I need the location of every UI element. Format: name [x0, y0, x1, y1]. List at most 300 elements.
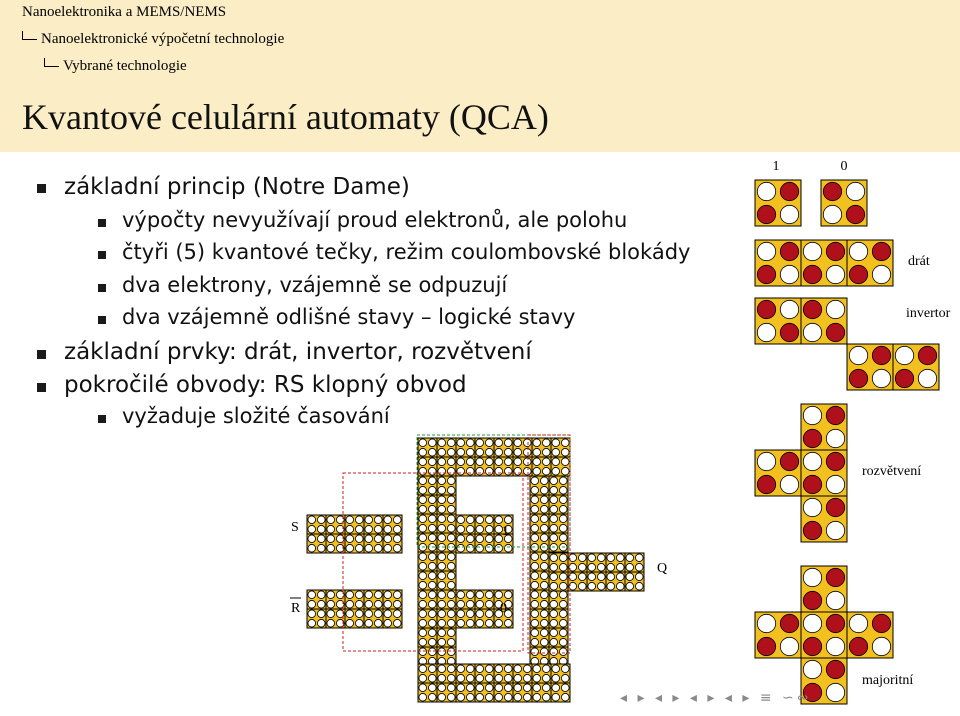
qca-cell — [530, 552, 549, 571]
quantum-dot — [457, 591, 465, 599]
quantum-dot — [523, 684, 531, 692]
quantum-dot — [428, 591, 436, 599]
quantum-dot — [533, 693, 541, 701]
quantum-dot — [419, 591, 427, 599]
quantum-dot — [428, 648, 436, 656]
quantum-dot — [531, 515, 539, 523]
quantum-dot — [466, 516, 474, 524]
electron-dot — [780, 182, 798, 200]
qca-cell — [513, 664, 532, 683]
quantum-dot — [346, 525, 354, 533]
quantum-dot — [559, 563, 567, 571]
qca-cells — [307, 180, 939, 704]
quantum-dot — [428, 572, 436, 580]
quantum-dot — [616, 573, 624, 581]
qca-cell — [418, 495, 437, 514]
qca-cell — [383, 515, 402, 534]
quantum-dot — [540, 515, 548, 523]
quantum-dot — [466, 674, 474, 682]
label-one: 1 — [772, 159, 780, 174]
quantum-dot — [597, 554, 605, 562]
quantum-dot — [552, 684, 560, 692]
qca-cell — [530, 514, 549, 533]
quantum-dot — [485, 665, 493, 673]
electron-dot — [826, 323, 844, 341]
qca-cell — [326, 515, 345, 534]
quantum-dot — [346, 516, 354, 524]
quantum-dot — [438, 486, 446, 494]
quantum-dot — [466, 535, 474, 543]
quantum-dot — [495, 619, 503, 627]
quantum-dot — [466, 448, 474, 456]
quantum-dot — [447, 448, 455, 456]
quantum-dot — [457, 665, 465, 673]
quantum-dot — [384, 619, 392, 627]
quantum-dot — [327, 610, 335, 618]
quantum-dot — [447, 553, 455, 561]
electron-dot — [803, 591, 821, 609]
quantum-dot — [803, 498, 821, 516]
quantum-dot — [317, 516, 325, 524]
quantum-dot — [523, 693, 531, 701]
quantum-dot — [447, 467, 455, 475]
qca-cell — [437, 495, 456, 514]
qca-cell — [549, 476, 568, 495]
quantum-dot — [438, 619, 446, 627]
qca-cell — [456, 609, 475, 628]
qca-cell — [437, 476, 456, 495]
quantum-dot — [616, 563, 624, 571]
qca-cell — [755, 180, 801, 226]
quantum-dot — [476, 665, 484, 673]
quantum-dot — [531, 629, 539, 637]
quantum-dot — [374, 610, 382, 618]
quantum-dot — [495, 458, 503, 466]
quantum-dot — [447, 674, 455, 682]
quantum-dot — [550, 582, 558, 590]
quantum-dot — [419, 486, 427, 494]
electron-dot — [803, 300, 821, 318]
quantum-dot — [447, 477, 455, 485]
quantum-dot — [438, 467, 446, 475]
electron-dot — [803, 429, 821, 447]
qca-cell — [475, 438, 494, 457]
quantum-dot — [504, 665, 512, 673]
quantum-dot — [438, 515, 446, 523]
qca-cell — [530, 609, 549, 628]
qca-cell — [801, 496, 847, 542]
quantum-dot — [635, 563, 643, 571]
quantum-dot — [419, 467, 427, 475]
qca-cell — [532, 438, 551, 457]
quantum-dot — [438, 629, 446, 637]
qca-cell — [364, 590, 383, 609]
quantum-dot — [495, 693, 503, 701]
label-wire: drát — [908, 254, 930, 269]
quantum-dot — [447, 458, 455, 466]
quantum-dot — [457, 467, 465, 475]
qca-cell — [549, 609, 568, 628]
quantum-dot — [447, 684, 455, 692]
bullet-item: vyžaduje složité časování — [122, 404, 390, 428]
quantum-dot — [504, 693, 512, 701]
quantum-dot — [559, 554, 567, 562]
qca-cell — [755, 612, 801, 658]
quantum-dot — [447, 619, 455, 627]
quantum-dot — [447, 486, 455, 494]
quantum-dot — [485, 439, 493, 447]
quantum-dot — [514, 693, 522, 701]
quantum-dot — [428, 610, 436, 618]
quantum-dot — [550, 619, 558, 627]
quantum-dot — [438, 553, 446, 561]
quantum-dot — [597, 582, 605, 590]
electron-dot — [780, 242, 798, 260]
label-inverter: invertor — [906, 306, 951, 321]
qca-cell — [549, 572, 568, 591]
quantum-dot — [552, 439, 560, 447]
quantum-dot — [588, 582, 596, 590]
qca-cell — [418, 609, 437, 628]
electron-dot — [780, 614, 798, 632]
quantum-dot — [308, 525, 316, 533]
qca-cell — [475, 515, 494, 534]
quantum-dot — [317, 544, 325, 552]
quantum-dot — [826, 475, 844, 493]
quantum-dot — [514, 458, 522, 466]
quantum-dot — [317, 600, 325, 608]
quantum-dot — [346, 619, 354, 627]
quantum-dot — [327, 591, 335, 599]
slide-title: Kvantové celulární automaty (QCA) — [22, 97, 549, 137]
quantum-dot — [393, 516, 401, 524]
electron-dot — [757, 300, 775, 318]
qca-cell — [530, 647, 549, 666]
quantum-dot — [607, 573, 615, 581]
quantum-dot — [308, 591, 316, 599]
qca-cell — [568, 553, 587, 572]
quantum-dot — [540, 524, 548, 532]
quantum-dot — [476, 600, 484, 608]
quantum-dot — [826, 429, 844, 447]
qca-cell — [801, 298, 847, 344]
electron-dot — [826, 568, 844, 586]
quantum-dot — [780, 300, 798, 318]
quantum-dot — [428, 562, 436, 570]
electron-dot — [895, 369, 913, 387]
quantum-dot — [757, 452, 775, 470]
qca-cell — [364, 534, 383, 553]
quantum-dot — [428, 638, 436, 646]
quantum-dot — [438, 505, 446, 513]
quantum-dot — [384, 600, 392, 608]
quantum-dot — [466, 544, 474, 552]
quantum-dot — [419, 619, 427, 627]
quantum-dot — [626, 554, 634, 562]
quantum-dot — [523, 439, 531, 447]
quantum-dot — [466, 665, 474, 673]
quantum-dot — [531, 610, 539, 618]
qca-cell — [345, 609, 364, 628]
qca-cell — [475, 664, 494, 683]
quantum-dot — [485, 448, 493, 456]
quantum-dot — [447, 581, 455, 589]
quantum-dot — [504, 674, 512, 682]
quantum-dot — [552, 693, 560, 701]
bullet-item: základní princip (Notre Dame) — [64, 174, 410, 200]
electron-dot — [872, 242, 890, 260]
quantum-dot — [428, 693, 436, 701]
quantum-dot — [457, 600, 465, 608]
quantum-dot — [384, 535, 392, 543]
quantum-dot — [826, 637, 844, 655]
quantum-dot — [428, 467, 436, 475]
quantum-dot — [327, 544, 335, 552]
quantum-dot — [457, 544, 465, 552]
quantum-dot — [514, 684, 522, 692]
quantum-dot — [466, 619, 474, 627]
qca-cell — [437, 664, 456, 683]
quantum-dot — [823, 205, 841, 223]
quantum-dot — [447, 505, 455, 513]
qca-cell — [551, 664, 570, 683]
qca-cell — [437, 514, 456, 533]
quantum-dot — [419, 477, 427, 485]
quantum-dot — [428, 665, 436, 673]
quantum-dot — [447, 572, 455, 580]
quantum-dot — [552, 467, 560, 475]
quantum-dot — [561, 665, 569, 673]
quantum-dot — [419, 581, 427, 589]
quantum-dot — [476, 610, 484, 618]
quantum-dot — [419, 693, 427, 701]
quantum-dot — [872, 637, 890, 655]
electron-dot — [757, 265, 775, 283]
qca-cell — [530, 533, 549, 552]
qca-cell — [801, 450, 847, 496]
quantum-dot — [365, 591, 373, 599]
quantum-dot — [504, 619, 512, 627]
quantum-dot — [540, 562, 548, 570]
quantum-dot — [504, 467, 512, 475]
quantum-dot — [780, 205, 798, 223]
label-r: R — [291, 601, 301, 616]
quantum-dot — [540, 648, 548, 656]
quantum-dot — [476, 591, 484, 599]
quantum-dot — [552, 674, 560, 682]
quantum-dot — [419, 505, 427, 513]
quantum-dot — [346, 544, 354, 552]
quantum-dot — [559, 524, 567, 532]
quantum-dot — [476, 619, 484, 627]
quantum-dot — [607, 554, 615, 562]
quantum-dot — [540, 581, 548, 589]
electron-dot — [780, 452, 798, 470]
quantum-dot — [355, 610, 363, 618]
quantum-dot — [365, 544, 373, 552]
quantum-dot — [504, 448, 512, 456]
electron-dot — [826, 406, 844, 424]
quantum-dot — [757, 323, 775, 341]
qca-cell — [494, 438, 513, 457]
bullet-item: základní prvky: drát, invertor, rozvětvení — [64, 339, 532, 365]
qca-cell — [532, 683, 551, 702]
quantum-dot — [419, 562, 427, 570]
quantum-dot — [428, 486, 436, 494]
quantum-dot — [552, 458, 560, 466]
quantum-dot — [559, 477, 567, 485]
qca-cell — [549, 533, 568, 552]
quantum-dot — [578, 554, 586, 562]
qca-cell — [456, 534, 475, 553]
breadcrumb-section[interactable]: Nanoelektronika a MEMS/NEMS — [22, 4, 227, 20]
quantum-dot — [428, 553, 436, 561]
quantum-dot — [849, 614, 867, 632]
qca-cell — [475, 609, 494, 628]
quantum-dot — [447, 610, 455, 618]
quantum-dot — [393, 544, 401, 552]
quantum-dot — [447, 439, 455, 447]
qca-cell — [345, 515, 364, 534]
quantum-dot — [419, 665, 427, 673]
quantum-dot — [561, 684, 569, 692]
qca-cell — [456, 438, 475, 457]
quantum-dot — [561, 674, 569, 682]
qca-cell — [418, 628, 437, 647]
quantum-dot — [780, 265, 798, 283]
electron-dot — [849, 369, 867, 387]
quantum-dot — [428, 684, 436, 692]
quantum-dot — [365, 600, 373, 608]
quantum-dot — [466, 467, 474, 475]
quantum-dot — [826, 591, 844, 609]
bullet-item: výpočty nevyužívají proud elektronů, ale polohu — [122, 208, 628, 232]
quantum-dot — [476, 693, 484, 701]
quantum-dot — [365, 516, 373, 524]
quantum-dot — [428, 524, 436, 532]
quantum-dot — [438, 610, 446, 618]
quantum-dot — [504, 591, 512, 599]
quantum-dot — [495, 674, 503, 682]
quantum-dot — [355, 600, 363, 608]
quantum-dot — [428, 458, 436, 466]
quantum-dot — [533, 665, 541, 673]
quantum-dot — [419, 572, 427, 580]
quantum-dot — [533, 674, 541, 682]
quantum-dot — [317, 619, 325, 627]
quantum-dot — [552, 448, 560, 456]
electron-dot — [826, 498, 844, 516]
quantum-dot — [578, 573, 586, 581]
quantum-dot — [561, 693, 569, 701]
quantum-dot — [485, 610, 493, 618]
quantum-dot — [626, 582, 634, 590]
quantum-dot — [561, 439, 569, 447]
quantum-dot — [317, 591, 325, 599]
quantum-dot — [540, 600, 548, 608]
qca-cell — [418, 683, 437, 702]
qca-cell — [307, 590, 326, 609]
quantum-dot — [872, 265, 890, 283]
quantum-dot — [485, 467, 493, 475]
quantum-dot — [559, 600, 567, 608]
bullet-item: pokročilé obvody: RS klopný obvod — [64, 372, 467, 398]
quantum-dot — [607, 582, 615, 590]
quantum-dot — [846, 182, 864, 200]
quantum-dot — [393, 525, 401, 533]
quantum-dot — [476, 448, 484, 456]
quantum-dot — [514, 448, 522, 456]
beamer-navigation[interactable]: ◂ ▸ ◂ ▸ ◂ ▸ ◂ ▸ ≡ ∽∾ — [620, 690, 812, 706]
qca-cell — [383, 534, 402, 553]
quantum-dot — [374, 544, 382, 552]
quantum-dot — [826, 265, 844, 283]
quantum-dot — [476, 516, 484, 524]
quantum-dot — [374, 591, 382, 599]
quantum-dot — [531, 486, 539, 494]
quantum-dot — [578, 563, 586, 571]
electron-dot — [826, 660, 844, 678]
electron-dot — [826, 242, 844, 260]
quantum-dot — [476, 467, 484, 475]
qca-cell — [418, 571, 437, 590]
quantum-dot — [523, 458, 531, 466]
quantum-dot — [533, 448, 541, 456]
qca-cell — [801, 566, 847, 612]
electron-dot — [846, 205, 864, 223]
quantum-dot — [457, 525, 465, 533]
qca-cell — [437, 628, 456, 647]
qca-cell — [513, 438, 532, 457]
quantum-dot — [895, 346, 913, 364]
quantum-dot — [428, 619, 436, 627]
quantum-dot — [540, 610, 548, 618]
qca-cell — [625, 572, 644, 591]
quantum-dot — [559, 629, 567, 637]
quantum-dot — [635, 582, 643, 590]
qca-cell — [326, 609, 345, 628]
quantum-dot — [419, 674, 427, 682]
electron-dot — [826, 452, 844, 470]
quantum-dot — [457, 693, 465, 701]
qca-cell — [821, 180, 867, 226]
qca-cell — [437, 552, 456, 571]
qca-cell — [494, 683, 513, 702]
qca-cell — [418, 664, 437, 683]
quantum-dot — [457, 448, 465, 456]
quantum-dot — [457, 619, 465, 627]
quantum-dot — [438, 572, 446, 580]
quantum-dot — [559, 486, 567, 494]
quantum-dot — [355, 591, 363, 599]
quantum-dot — [365, 610, 373, 618]
bullet-item: dva elektrony, vzájemně se odpuzují — [122, 273, 508, 297]
quantum-dot — [355, 525, 363, 533]
quantum-dot — [308, 535, 316, 543]
qca-cell — [307, 534, 326, 553]
quantum-dot — [466, 525, 474, 533]
quantum-dot — [504, 516, 512, 524]
quantum-dot — [308, 544, 316, 552]
quantum-dot — [428, 534, 436, 542]
quantum-dot — [495, 665, 503, 673]
qca-cell — [475, 683, 494, 702]
qca-cell — [383, 590, 402, 609]
quantum-dot — [476, 439, 484, 447]
quantum-dot — [550, 600, 558, 608]
quantum-dot — [419, 600, 427, 608]
quantum-dot — [476, 458, 484, 466]
